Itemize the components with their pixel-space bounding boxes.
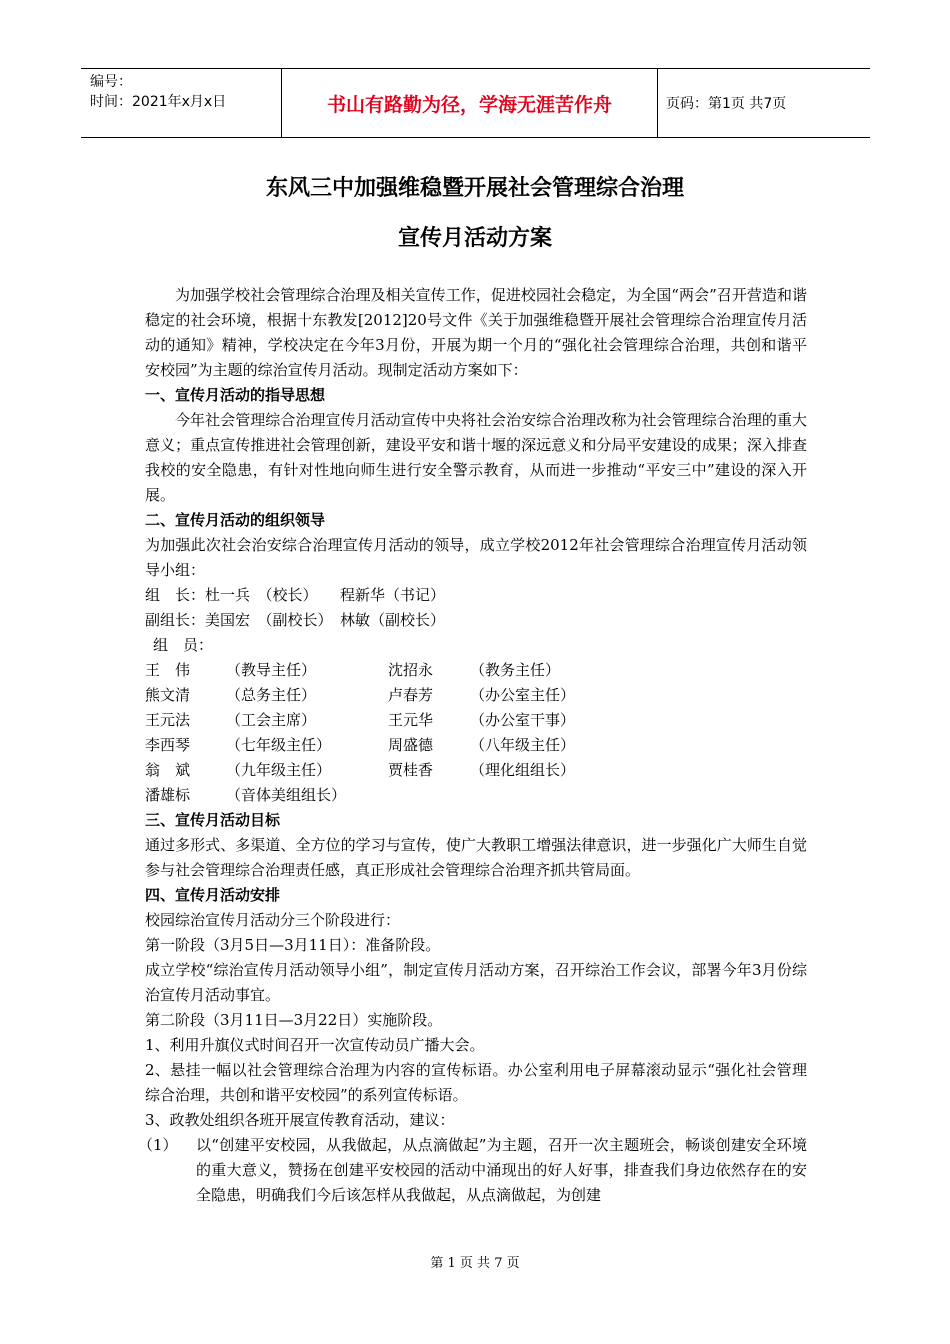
member-row	[145, 658, 807, 683]
document-body	[138, 283, 807, 1208]
member-name: 王 伟	[145, 661, 191, 679]
members-label: 组 员：	[153, 636, 214, 654]
header-motto: 书山有路勤为径，学海无涯苦作舟	[282, 69, 658, 137]
sub-item-number: （1）	[138, 1136, 178, 1154]
section-2-heading: 二、宣传月活动的组织领导	[145, 511, 326, 529]
page-header	[81, 68, 870, 138]
document-number-label: 编号：	[90, 74, 132, 90]
section-4-line: 2、悬挂一幅以社会管理综合治理为内容的宣传标语。办公室利用电子屏幕滚动显示“强化社会管理综合治理，共创和谐平安校园”的系列宣传标语。	[145, 1061, 807, 1104]
member-role: （办公室主任）	[470, 686, 576, 704]
section-4-line: 第二阶段（3月11日—3月22日）实施阶段。	[145, 1011, 443, 1029]
sub-item-text: 以“创建平安校园，从我做起，从点滴做起”为主题，召开一次主题班会，畅谈创建安全环境的重大意义，赞扬在创建平安校园的活动中涌现出的好人好事，排查我们身边依然存在的安全隐患，明确我们今后该怎样从我做起，从点滴做起，为创建	[196, 1136, 807, 1204]
document-title-line-2: 宣传月活动方案	[397, 226, 552, 251]
section-4-line: 成立学校“综治宣传月活动领导小组”，制定宣传月活动方案，召开综治工作会议，部署今年3月份综治宣传月活动事宜。	[145, 961, 807, 1004]
member-name: 熊文清	[145, 686, 191, 704]
member-name: 李西琴	[145, 736, 191, 754]
member-row	[145, 708, 807, 733]
intro-paragraph: 为加强学校社会管理综合治理及相关宣传工作，促进校园社会稳定，为全国“两会”召开营造和谐稳定的社会环境，根据十东教发[2012]20号文件《关于加强维稳暨开展社会管理综合治理宣传月活动的通知》精神，学校决定在今年3月份，开展为期一个月的“强化社会管理综合治理，共创和谐平安校园”为主题的综治宣传月活动。现制定活动方案如下：	[145, 286, 807, 379]
document-title-line-1: 东风三中加强维稳暨开展社会管理综合治理	[265, 176, 684, 201]
header-page-number: 页码：第1页 共7页	[666, 96, 787, 112]
members-list	[145, 658, 807, 808]
page-footer: 第 1 页 共 7 页	[430, 1256, 520, 1271]
member-name: 潘雄标	[145, 786, 191, 804]
member-role: （七年级主任）	[226, 736, 332, 754]
member-role: （总务主任）	[226, 686, 317, 704]
member-name: 王元华	[388, 711, 434, 729]
section-3-heading: 三、宣传月活动目标	[145, 811, 281, 829]
section-2-paragraph: 为加强此次社会治安综合治理宣传月活动的领导，成立学校2012年社会管理综合治理宣传月活动领导小组：	[145, 536, 807, 579]
section-1-heading: 一、宣传月活动的指导思想	[145, 386, 326, 404]
member-role: （办公室干事）	[470, 711, 576, 729]
member-name: 翁 斌	[145, 761, 191, 779]
member-name: 周盛德	[388, 736, 434, 754]
deputy-leader-line: 副组长：美国宏 （副校长） 林敏（副校长）	[145, 611, 446, 629]
member-row	[145, 783, 807, 808]
member-role: （音体美组组长）	[226, 786, 347, 804]
member-name: 王元法	[145, 711, 191, 729]
member-role: （理化组组长）	[470, 761, 576, 779]
sub-item	[138, 1133, 807, 1208]
section-1-paragraph: 今年社会管理综合治理宣传月活动宣传中央将社会治安综合治理改称为社会管理综合治理的重大意义；重点宣传推进社会管理创新，建设平安和谐十堰的深远意义和分局平安建设的成果；深入排查我校的安全隐患，有针对性地向师生进行安全警示教育，从而进一步推动“平安三中”建设的深入开展。	[145, 411, 807, 504]
member-role: （教务主任）	[470, 661, 561, 679]
section-4-line: 第一阶段（3月5日—3月11日）：准备阶段。	[145, 936, 441, 954]
member-row	[145, 733, 807, 758]
member-role: （教导主任）	[226, 661, 317, 679]
member-role: （工会主席）	[226, 711, 317, 729]
section-3-paragraph: 通过多形式、多渠道、全方位的学习与宣传，使广大教职工增强法律意识，进一步强化广大师生自觉参与社会管理综合治理责任感，真正形成社会管理综合治理齐抓共管局面。	[145, 836, 807, 879]
document-time-label: 时间：2021年x月x日	[90, 94, 227, 110]
member-name: 卢春芳	[388, 686, 434, 704]
section-4-line: 3、政教处组织各班开展宣传教育活动，建议：	[145, 1111, 455, 1129]
section-4-heading: 四、宣传月活动安排	[145, 886, 281, 904]
section-4-line: 1、利用升旗仪式时间召开一次宣传动员广播大会。	[145, 1036, 485, 1054]
member-name: 沈招永	[388, 661, 434, 679]
leader-line: 组 长：杜一兵 （校长） 程新华（书记）	[145, 586, 446, 604]
member-role: （九年级主任）	[226, 761, 332, 779]
member-row	[145, 683, 807, 708]
section-4-line: 校园综治宣传月活动分三个阶段进行：	[145, 911, 401, 929]
member-name: 贾桂香	[388, 761, 434, 779]
header-meta	[81, 69, 282, 137]
member-row	[145, 758, 807, 783]
member-role: （八年级主任）	[470, 736, 576, 754]
